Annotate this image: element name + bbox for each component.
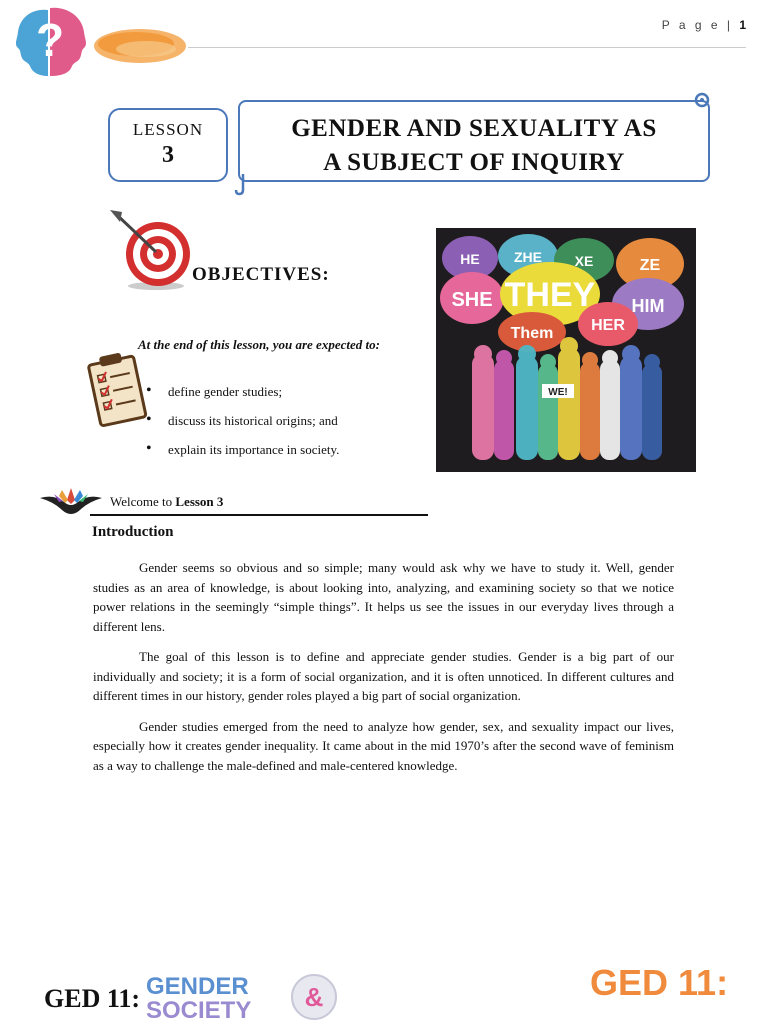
gender-society-logo [146,972,346,1022]
introduction-heading: Introduction [92,524,174,540]
objective-item: • explain its importance in society. [146,442,339,471]
objective-item: • define gender studies; [146,384,339,413]
title-line-1: GENDER AND SEXUALITY AS [291,115,657,142]
lesson-number: 3 [162,142,174,168]
footer-course-code: GED 11: [44,984,141,1013]
lesson-title-box [238,100,710,182]
people-group [472,337,662,460]
page-number: P a g e | 1 [661,18,746,32]
welcome-underline [90,514,428,516]
objective-item: • discuss its historical origins; and [146,413,339,442]
welcome-text [110,494,223,510]
clipboard-checklist-icon [84,350,150,430]
lesson-label: LESSON [132,120,204,139]
sign-text: WE! [548,387,568,398]
objectives-intro: At the end of this lesson, you are expected to: [138,337,380,352]
brush-stroke-decoration [90,22,190,72]
logo-gender-text: GENDER [146,973,249,1000]
logo-ampersand: & [304,982,324,1012]
bubble-text: HE [460,251,480,267]
paragraph: Gender studies emerged from the need to analyze how gender, sex, and sexuality impact our lives, especially how it creates gender inequality. It came about in the mid 1970’s after the second wave of feminism as a way to challenge the male-defined and male-centered knowledge. [93,718,674,773]
introduction-body [93,558,674,786]
title-line-2: A SUBJECT OF INQUIRY [323,149,625,176]
paragraph: The goal of this lesson is to define and appreciate gender studies. Gender is a big part of our individually and society; it is a form of social organization, and it is often unnoticed. In different cultures and different times in our history, gender roles played a big part of social organization. [93,649,674,703]
welcome-prefix: Welcome to [110,494,173,509]
pronouns-illustration [436,228,696,472]
bubble-text: Them [510,325,554,342]
bubble-text: ZHE [514,249,542,265]
logo-society-text: SOCIETY [146,997,252,1022]
bubble-text: SHE [451,289,493,311]
bubble-text: XE [574,253,594,269]
bubble-text: ZE [639,257,661,274]
objectives-list [146,384,339,471]
welcome-lesson: Lesson 3 [175,494,224,509]
scroll-curl-bottom-icon [234,172,252,196]
lesson-number-box [108,108,228,182]
question-mark: ? [35,14,65,66]
bubble-text: THEY [504,276,596,314]
bubble-text: HER [591,317,625,334]
paragraph: Gender seems so obvious and so simple; many would ask why we have to study it. Well, gender studies as an area of knowledge, is about looking into, analyzing, and examining society so that we notice power relations in the seemingly “simple things”. It helps us see the issues in our everyday lives through a different lens. [93,560,674,634]
header-divider [188,47,746,48]
target-dart-icon [106,208,196,292]
page-number-value: 1 [739,18,746,32]
objectives-heading: OBJECTIVES: [192,264,330,285]
page-label: P a g e [661,18,721,32]
scroll-curl-top-icon [692,90,712,110]
bubble-text: HIM [631,296,665,316]
footer-course-code-right: GED 11: [590,962,729,1003]
faces-question-logo [10,4,90,78]
